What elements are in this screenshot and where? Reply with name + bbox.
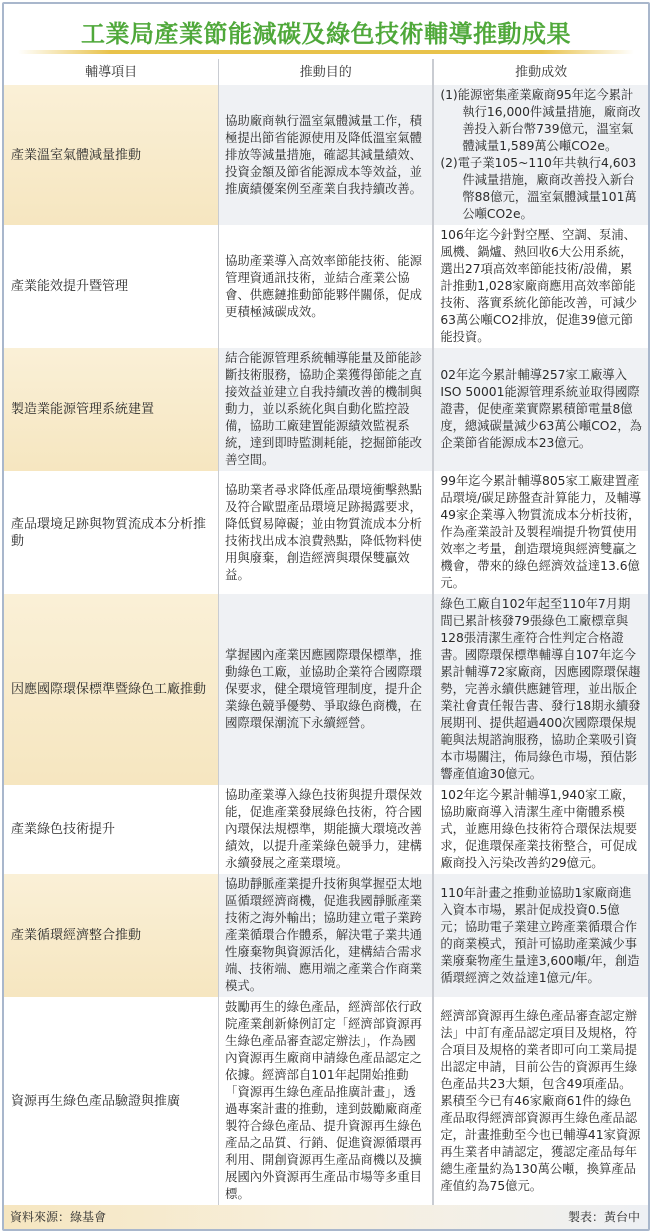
table-row xyxy=(4,471,648,594)
table-row xyxy=(4,85,648,225)
source-note: 資料來源：綠基會 xyxy=(10,1210,107,1224)
footer xyxy=(4,1205,648,1229)
table-header xyxy=(4,59,648,85)
row-purpose: 協助靜脈產業提升技術與掌握亞太地區循環經濟商機，促進我國靜脈產業技術之海外輸出；協助建立電子業跨產業循環合作體系，解決電子業共通性廢棄物與資源活化，建構結合需求端、技術端、應用端之產業合作商業模式。 xyxy=(219,874,434,997)
page-title: 工業局產業節能減碳及綠色技術輔導推動成果 xyxy=(81,20,571,48)
table-row xyxy=(4,874,648,997)
row-item: 產業能效提升暨管理 xyxy=(11,279,129,294)
table-row xyxy=(4,348,648,471)
row-item: 產業溫室氣體減量推動 xyxy=(4,85,219,225)
row-purpose: 結合能源管理系統輔導能量及節能診斷技術服務，協助企業獲得節能之直接效益並建立自我持續改善的機制與動力，並以系統化與自動化監控設備，協助工廠建置能源績效監視系統，達到即時監測耗能，挖掘節能改善空間。 xyxy=(219,348,434,471)
table-row xyxy=(4,225,648,348)
header-results: 推動成效 xyxy=(515,64,568,80)
row-results xyxy=(433,85,648,225)
header-purpose: 推動目的 xyxy=(219,59,434,85)
results-table xyxy=(4,59,648,1205)
row-purpose: 協助廠商執行溫室氣體減量工作，積極提出節省能源使用及降低溫室氣體排放等減量措施，確認其減量績效、投資金額及節省能源成本等效益，並推廣績優案例至產業自我持續改善。 xyxy=(219,85,434,225)
row-results: 106年迄今針對空壓、空調、泵浦、風機、鍋爐、熱回收6大公用系統，選出27項高效率節能技術/設備，累計推動1,028家廠商應用高效率節能技術、落實系統化節能改善，可減少63萬公噸CO2排放，促進39億元節能投資。 xyxy=(440,228,638,344)
row-results: 110年計畫之推動並協助1家廠商進入資本市場，累計促成投資0.5億元；協助電子業建立跨產業循環合作的商業模式，預計可協助產業減少事業廢棄物產生量達3,600噸/年，創造循環經濟之效益達1億元/年。 xyxy=(433,874,648,997)
row-purpose: 掌握國內產業因應國際環保標準，推動綠色工廠，並協助企業符合國際環保要求，健全環境管理制度，提升企業綠色競爭優勢、爭取綠色商機，在國際環保潮流下永續經營。 xyxy=(219,594,434,785)
row-item: 產業循環經濟整合推動 xyxy=(4,874,219,997)
row-item: 資源再生綠色產品驗證與推廣 xyxy=(11,1093,181,1109)
row-results: 02年迄今累計輔導257家工廠導入ISO 50001能源管理系統並取得國際證書，促使產業實際累積節電量8億度，總減碳量減少63萬公噸CO2，為企業節省能源成本23億元。 xyxy=(433,348,648,471)
row-results: 綠色工廠自102年起至110年7月期間已累計核發79張綠色工廠標章與128張清潔生產符合性判定合格證書。國際環保標準輔導自107年迄今累計輔導72家廠商，因應國際環保趨勢，完善永續供應鏈管理，並出版企業社會責任報告書、發行18期永續發展期刊、提供超過400次國際環保規範與法規諮詢服務，協助企業吸引資本市場關注，佈局綠色市場，預估影響產值逾30億元。 xyxy=(433,594,648,785)
row-item: 製造業能源管理系統建置 xyxy=(4,348,219,471)
header-item: 輔導項目 xyxy=(85,64,138,80)
row-results: 102年迄今累計輔導1,940家工廠，協助廠商導入清潔生產中衛體系模式，並應用綠色技術符合環保法規要求，促進環保產業技術整合，可促成廠商投入污染改善約29億元。 xyxy=(440,788,638,870)
title-underline xyxy=(18,50,634,54)
row-purpose: 協助業者尋求降低產品環境衝擊熱點及符合歐盟產品環境足跡揭露要求，降低貿易障礙；並由物質流成本分析技術找出成本浪費熱點，降低物料使用與廢棄，創造經濟與環保雙贏效益。 xyxy=(219,471,434,594)
row-results: 99年迄今累計輔導805家工廠建置產品環境/碳足跡盤查計算能力，及輔導49家企業導入物質流成本分析技術，作為產業設計及製程端提升物質使用效率之考量，創造環境與經濟雙贏之機會，帶來的綠色經濟效益達13.6億元。 xyxy=(440,474,642,590)
row-purpose: 協助產業導入高效率節能技術、能源管理資通訊技術，並結合產業公協會、供應鏈推動節能夥伴關係，促成更積極減碳成效。 xyxy=(219,225,434,348)
row-item: 產業綠色技術提升 xyxy=(11,822,116,837)
credit-note: 製表：黃台中 xyxy=(567,1210,640,1224)
row-item: 因應國際環保標準暨綠色工廠推動 xyxy=(4,594,219,785)
result-point: (1)能源密集產業廠商95年迄今累計執行16,000件減量措施，廠商改善投入新台幣739億元，溫室氣體減量1,589萬公噸CO2e。 xyxy=(440,88,641,153)
table-row xyxy=(4,594,648,785)
result-point: (2)電子業105~110年共執行4,603件減量措施，廠商改善投入新台幣88億元，溫室氣體減量101萬公噸CO2e。 xyxy=(440,156,637,221)
row-results: 經濟部資源再生綠色產品審查認定辦法」中訂有產品認定項目及規格，符合項目及規格的業者即可向工業局提出認定申請，目前公告的資源再生綠色產品共23大類，包含49項產品。累積至今已有46家廠商61件的綠色產品取得經濟部資源再生綠色產品認定，計畫推動至今也已輔導41家資源再生業者申請認定，獲認定產品每年總生產量約為130萬公噸，換算產品產值約為75億元。 xyxy=(440,1008,641,1193)
table-row xyxy=(4,785,648,874)
row-purpose: 協助產業導入綠色技術與提升環保效能，促進產業發展綠色技術，符合國內環保法規標準，期能擴大環境改善績效，以提升產業綠色競爭力，建構永續發展之產業環境。 xyxy=(219,785,434,874)
infographic-frame xyxy=(2,2,650,1231)
table-row xyxy=(4,997,648,1205)
row-purpose: 鼓勵再生的綠色產品，經濟部依行政院產業創新條例訂定「經濟部資源再生綠色產品審查認定辦法」，作為國內資源再生廠商申請綠色產品認定之依據。經濟部自101年起開始推動「資源再生綠色產品推廣計畫」，透過專案計畫的推動，達到鼓勵廠商產製符合綠色產品、提升資源再生綠色產品之品質、行銷、促進資源循環再利用、開創資源再生產品商機以及擴展國內外資源再生產品市場等多重目標。 xyxy=(219,997,434,1205)
row-item: 產品環境足跡與物質流成本分析推動 xyxy=(11,516,207,549)
